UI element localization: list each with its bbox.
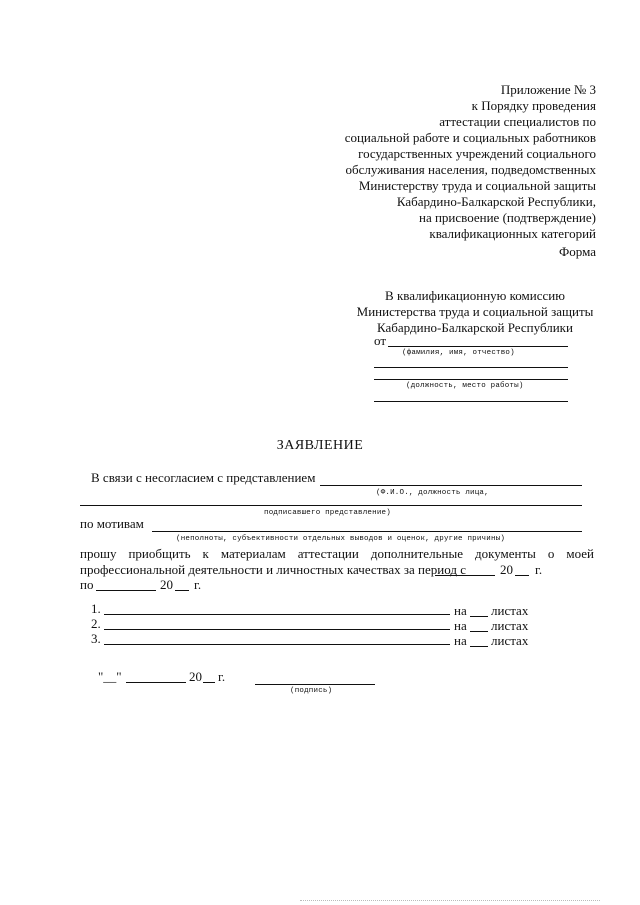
workplace-field-line[interactable] [374, 401, 568, 402]
motives-label: по мотивам [80, 516, 144, 531]
period-to-year-field[interactable] [175, 590, 189, 591]
date-year-suffix: г. [218, 669, 226, 684]
header-line: к Порядку проведения [471, 98, 596, 113]
item-on-label: на [454, 633, 467, 648]
appendix-header [276, 82, 596, 242]
from-label: от [374, 333, 387, 348]
word: аттестации [297, 546, 359, 561]
word: моей [566, 546, 594, 561]
date-year-prefix: 20 [189, 669, 202, 684]
item-sheets-label: листах [491, 618, 529, 633]
item-number: 1. [91, 601, 101, 616]
extra-field-line[interactable] [374, 367, 568, 368]
intro-text: В связи с несогласием с представлением [91, 470, 316, 485]
signature-hint: (подпись) [290, 687, 333, 695]
period-to-label: по [80, 577, 94, 592]
header-line: Приложение № 3 [500, 82, 596, 97]
item-on-label: на [454, 618, 467, 633]
period-from-year-prefix: 20 [500, 562, 513, 577]
word: документы [474, 546, 536, 561]
signature-field-line[interactable] [255, 684, 375, 685]
word: к [202, 546, 209, 561]
addressee-line: Министерства труда и социальной защиты [356, 304, 594, 319]
item-field-line[interactable] [104, 644, 450, 645]
item-number: 3. [91, 631, 101, 646]
word: о [547, 546, 555, 561]
header-line: аттестации специалистов по [439, 114, 596, 129]
item-field-line[interactable] [104, 629, 450, 630]
header-line: на присвоение (подтверждение) [419, 210, 596, 225]
request-line-1 [80, 546, 594, 562]
addressee-line: Кабардино-Балкарской Республики [377, 320, 573, 335]
item-on-label: на [454, 603, 467, 618]
hint-position: (должность, место работы) [406, 382, 524, 390]
header-line: государственных учреждений социального [358, 146, 596, 161]
period-to-year-prefix: 20 [160, 577, 173, 592]
hint-person: (Ф.И.О., должность лица, [376, 489, 489, 497]
header-line: обслуживания населения, подведомственных [345, 162, 596, 177]
header-line: квалификационных категорий [429, 226, 596, 241]
item-sheets-label: листах [491, 603, 529, 618]
date-year-field[interactable] [203, 682, 215, 683]
period-from-year-field[interactable] [515, 575, 529, 576]
item-number: 2. [91, 616, 101, 631]
addressee-block [340, 288, 610, 336]
request-line-2: профессиональной деятельности и личностных качествах за период с [80, 562, 466, 577]
date-day-quote: "__" [98, 669, 122, 684]
document-title: ЗАЯВЛЕНИЕ [276, 438, 364, 453]
hint-signed: подписавшего представление) [264, 509, 391, 517]
form-label: Форма [559, 244, 596, 259]
item-sheets-label: листах [491, 633, 529, 648]
person-field-line-2[interactable] [80, 505, 582, 506]
word: дополнительные [370, 546, 463, 561]
period-from-field[interactable] [435, 575, 495, 576]
word: прошу [80, 546, 117, 561]
period-to-year-suffix: г. [194, 577, 202, 592]
item-sheets-count[interactable] [470, 631, 488, 632]
period-to-field[interactable] [96, 590, 156, 591]
header-line: Кабардино-Балкарской Республики, [396, 194, 596, 209]
item-field-line[interactable] [104, 614, 450, 615]
item-sheets-count[interactable] [470, 616, 488, 617]
hint-fio: (фамилия, имя, отчество) [402, 349, 515, 357]
person-field-line[interactable] [320, 485, 582, 486]
scan-artifact-line [300, 900, 600, 901]
period-from-year-suffix: г. [535, 562, 543, 577]
date-month-field[interactable] [126, 682, 186, 683]
word: материалам [220, 546, 286, 561]
hint-motives: (неполноты, субъективности отдельных выводов и оценок, другие причины) [176, 535, 506, 543]
item-sheets-count[interactable] [470, 646, 488, 647]
position-field-line[interactable] [374, 379, 568, 380]
header-line: социальной работе и социальных работников [344, 130, 596, 145]
word: приобщить [128, 546, 191, 561]
motives-field-line[interactable] [152, 531, 582, 532]
header-line: Министерству труда и социальной защиты [358, 178, 596, 193]
addressee-line: В квалификационную комиссию [385, 288, 565, 303]
fio-field-line[interactable] [388, 346, 568, 347]
